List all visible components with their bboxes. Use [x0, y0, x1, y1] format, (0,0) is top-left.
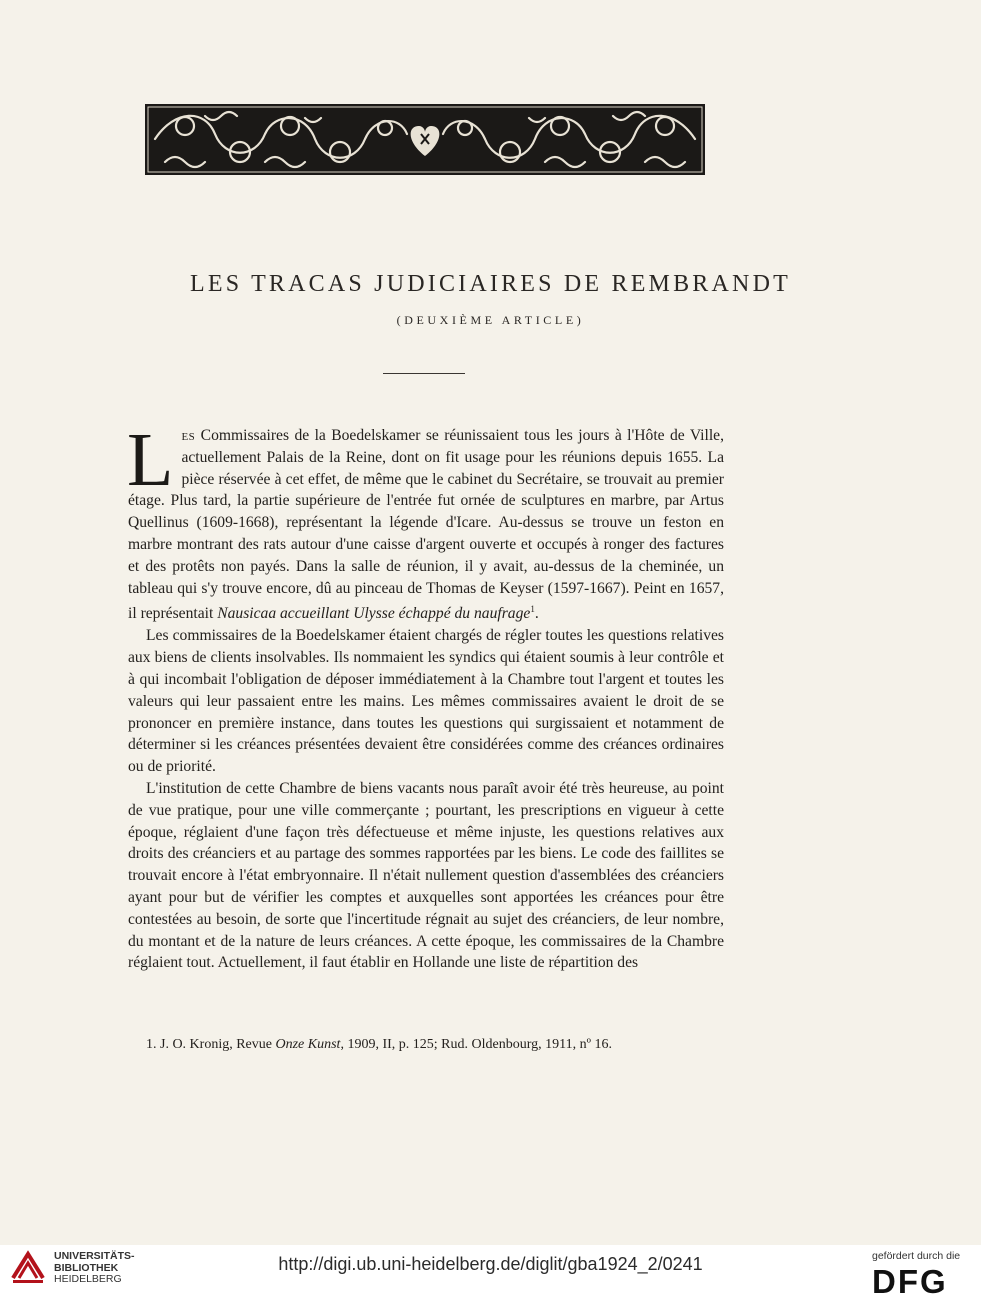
painting-title: Nausicaa accueillant Ulysse échappé du naufrage	[217, 605, 531, 623]
title-divider	[383, 373, 465, 374]
journal-title: Onze Kunst	[275, 1037, 341, 1052]
permalink-url[interactable]: http://digi.ub.uni-heidelberg.de/diglit/gba1924_2/0241	[278, 1254, 703, 1274]
library-name-line-1: UNIVERSITÄTS-	[54, 1250, 135, 1262]
lead-word: es	[181, 427, 196, 444]
paragraph-2: Les commissaires de la Boedelskamer étaient chargés de régler toutes les questions relatives aux biens de clients insolvables. Ils nommaient les syndics qui étaient soumis à leur contrôle et à qui incombait l'obligation de déposer immédiatement à la Chambre tout l'argent et toutes les valeurs qui leur passaient entre les mains. Les mêmes commissaires avaient le droit de se prononcer en première instance, dans toutes les questions qui surgissaient et notamment de déterminer si les créances présentées devaient être considérées comme des créances ordinaires ou de priorité.	[128, 627, 724, 776]
article-body	[127, 418, 724, 974]
library-name-line-3: HEIDELBERG	[54, 1273, 122, 1285]
footnote-ref: 1	[530, 604, 535, 615]
funding-label: gefördert durch die	[872, 1250, 961, 1262]
decorative-header-ornament	[145, 104, 705, 175]
article-title: LES TRACAS JUDICIAIRES DE REMBRANDT	[190, 271, 791, 297]
drop-cap: L	[127, 418, 174, 502]
paragraph-3: L'institution de cette Chambre de biens vacants nous paraît avoir été très heureuse, au point de vue pratique, pour une ville commerçante ; pourtant, les prescriptions en vigueur à cette époque, réglaient d'une façon très défectueuse et même injuste, les questions relatives aux droits des créanciers et au partage des sommes rapportées par les biens. Le code des faillites se trouvait encore à l'état embryonnaire. Il n'était nullement question d'assemblées des créanciers ayant pour but de vérifier les comptes et auxquelles sont apportées les créances pour être contestées au besoin, de sorte que l'incertitude régnait au sujet des créanciers, de leur nombre, du montant et de la nature de leurs créances. A cette époque, les commissaires de la Chambre réglaient tout. Actuellement, il faut établir en Hollande une liste de répartition des	[128, 779, 724, 972]
footnote	[146, 1037, 726, 1053]
paragraph-end: .	[534, 605, 539, 623]
footnote-citation: , 1909, II, p. 125; Rud. Oldenbourg, 1911, nº 16.	[340, 1037, 612, 1052]
paragraph-text: Commissaires de la Boedelskamer se réunissaient tous les jours à l'Hôte de Ville, actuellement Palais de la Reine, dont on fit usage pour les réunions depuis 1655. La pièce réservée à cet effet, de même que le cabinet du Secrétaire, se trouvait au premier étage. Plus tard, la partie supérieure de l'entrée fut ornée de sculptures en marbre, par Artus Quellinus (1609-1668), représentant la légende d'Icare. Au-dessus se trouve un feston en marbre montrant des rats autour d'une caisse d'argent ouverte et occupés à ronger des factures et des protêts non payés. Dans la salle de réunion, il y avait, au-dessus de la cheminée, un tableau qui s'y trouve encore, dû au pinceau de Thomas de Keyser (1597-1667). Peint en 1657, il représentait	[128, 427, 724, 623]
digitization-footer	[0, 1245, 981, 1307]
dfg-logo: DFG	[872, 1263, 948, 1300]
paragraph-1	[127, 418, 724, 625]
footnote-number: 1.	[146, 1037, 157, 1052]
footnote-text: J. O. Kronig, Revue	[156, 1037, 276, 1052]
library-name-line-2: BIBLIOTHEK	[54, 1261, 119, 1274]
article-subtitle: (DEUXIÈME ARTICLE)	[396, 313, 585, 327]
